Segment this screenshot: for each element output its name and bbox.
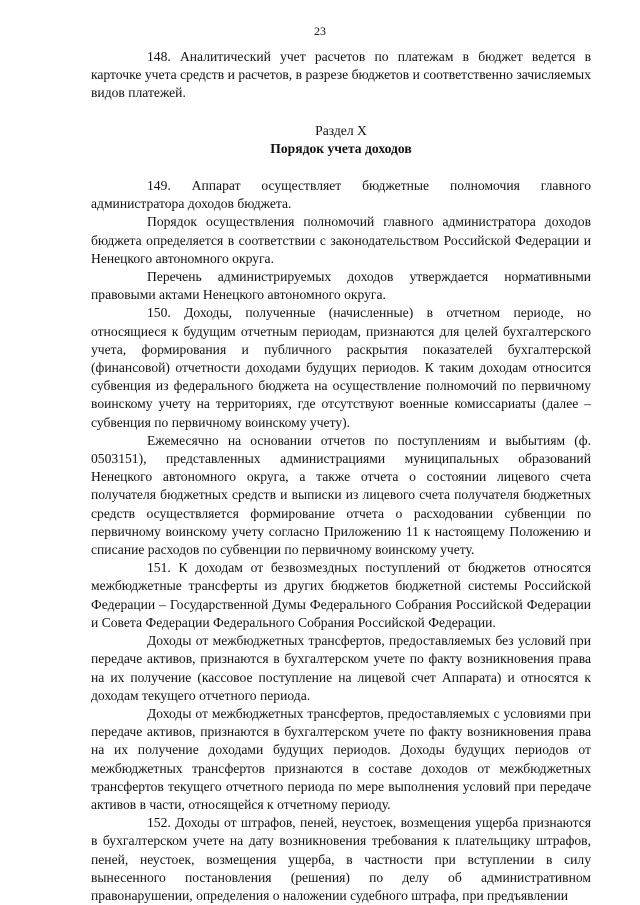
- paragraph-149-procedure: Порядок осуществления полномочий главного администратора доходов бюджета определяется в соответствии с законодательством Российской Федерации и Ненецкого автономного округа.: [91, 214, 591, 266]
- paragraph-150: 150. Доходы, полученные (начисленные) в отчетном периоде, но относящиеся к будущим отчетным периодам, признаются для целей бухгалтерского учета, формирования и публичного раскрытия показателей бухгалтерской (финансовой) отчетности доходами будущих периодов. К таким доходам относится субвенция из федерального бюджета на осуществление полномочий по первичному воинскому учету на территориях, где отсутствуют военные комиссариаты (далее – субвенция по первичному воинскому учету).: [91, 305, 591, 430]
- paragraph-151: 151. К доходам от безвозмездных поступлений от бюджетов относятся межбюджетные трансферты из других бюджетов бюджетной системы Российской Федерации – Государственной Думы Федерального Собрания Российской Федерации и Совета Федерации Федерального Собрания Российской Федерации.: [91, 560, 591, 630]
- paragraph-148: 148. Аналитический учет расчетов по платежам в бюджет ведется в карточке учета средств и расчетов, в разрезе бюджетов и соответственно зачисляемых видов платежей.: [91, 49, 591, 101]
- section-label: Раздел X: [315, 122, 367, 138]
- paragraph-149-list: Перечень администрируемых доходов утверждается нормативными правовыми актами Ненецкого автономного округа.: [91, 269, 591, 303]
- paragraph-151-with-conditions: Доходы от межбюджетных трансфертов, предоставляемых с условиями при передаче активов, признаются в бухгалтерском учете по факту возникновения права на их получение доходами будущих периодов. Доходы будущих периодов от межбюджетных трансфертов признаются в составе доходов от межбюджетных трансфертов текущего отчетного периода по мере выполнения условий при передаче активов в части, относящейся к отчетному периоду.: [91, 705, 591, 812]
- paragraph-149: 149. Аппарат осуществляет бюджетные полномочия главного администратора доходов бюджета.: [91, 178, 591, 212]
- paragraph-151-no-conditions: Доходы от межбюджетных трансфертов, предоставляемых без условий при передаче активов, признаются в бухгалтерском учете по факту возникновения права на их получение (кассовое поступление на лицевой счет Аппарата) и относятся к доходам текущего отчетного периода.: [91, 633, 591, 703]
- paragraph-152: 152. Доходы от штрафов, пеней, неустоек, возмещения ущерба признаются в бухгалтерском учете на дату возникновения требования к плательщику штрафов, пеней, неустоек, возмещения ущерба, в частности при вступлении в силу вынесенного постановления (решения) по делу об административном правонарушении, определения о наложении судебного штрафа, при предъявлении: [91, 815, 591, 903]
- section-title: Порядок учета доходов: [270, 140, 412, 156]
- page-number: 23: [314, 24, 326, 38]
- page-content: [91, 48, 591, 905]
- paragraph-150-monthly: Ежемесячно на основании отчетов по поступлениям и выбытиям (ф. 0503151), представленных администрациями муниципальных образований Ненецкого автономного округа, а также отчета о состоянии лицевого счета получателя бюджетных средств и выписки из лицевого счета получателя бюджетных средств осуществляется формирование отчета о расходовании субвенции по первичному воинскому учету согласно Приложению 11 к настоящему Положению и списание расходов по субвенции по первичному воинскому учету.: [91, 432, 591, 558]
